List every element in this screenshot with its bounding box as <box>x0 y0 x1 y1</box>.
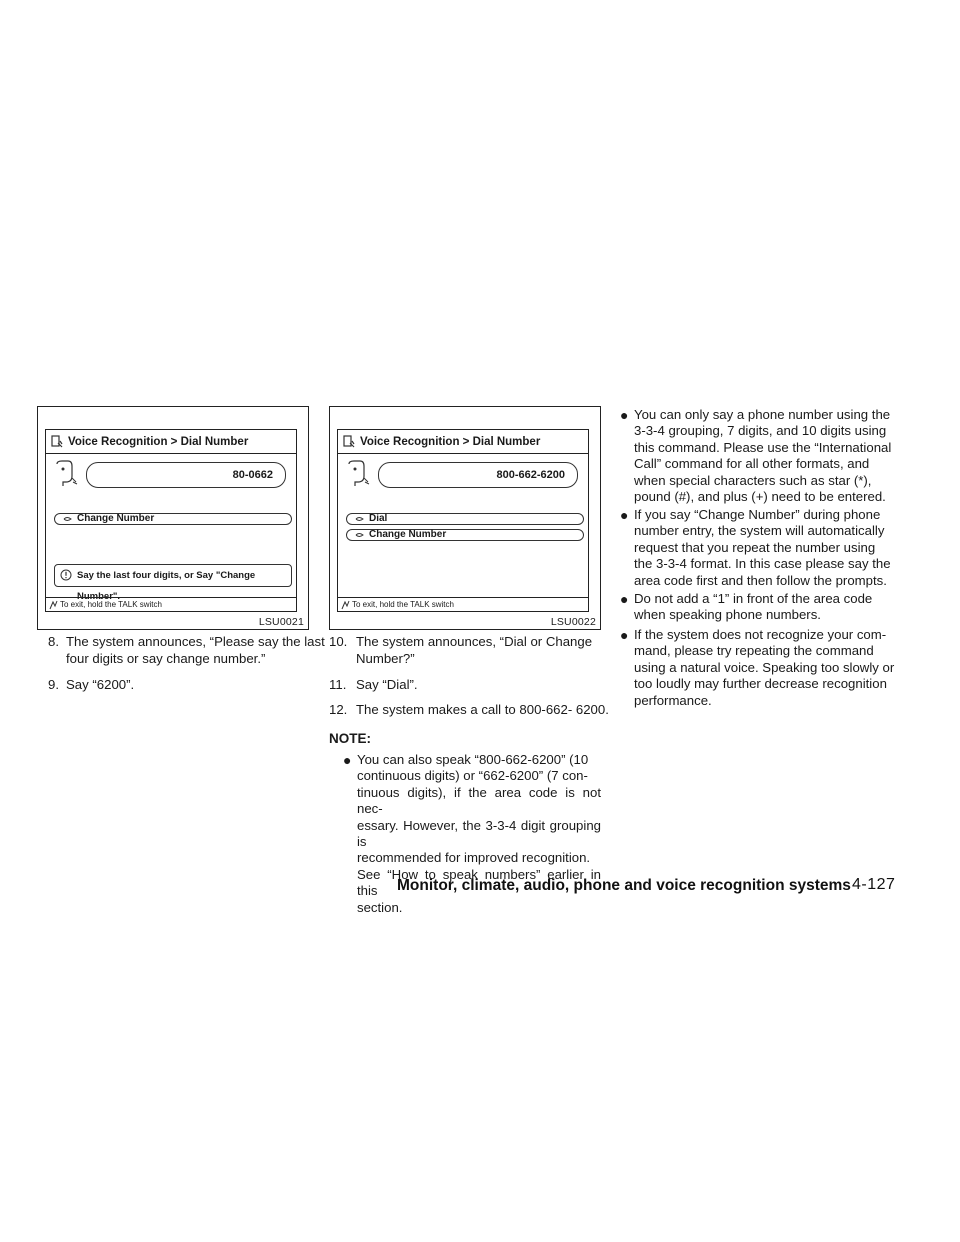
text-line: You can also speak “800-662-6200” (10 <box>357 752 589 767</box>
step-8-line-2: four digits or say change number.” <box>66 651 266 666</box>
text-line: area code first and then follow the prompts. <box>634 572 887 588</box>
option-change-number[interactable] <box>54 513 292 525</box>
info-icon <box>60 569 72 581</box>
talk-switch-icon <box>49 600 58 610</box>
text-line: performance. <box>634 692 712 708</box>
screen-footer-text: To exit, hold the TALK switch <box>352 600 454 609</box>
text-line: mand, please try repeating the command <box>634 643 874 659</box>
step-10-number: 10. <box>329 634 348 649</box>
page-number: 4-127 <box>852 876 896 893</box>
text-line: essary. However, the 3-3-4 digit grouping is <box>357 817 601 850</box>
dialed-number: 80-0662 <box>232 469 273 481</box>
figure-caption: LSU0022 <box>550 616 596 628</box>
speaking-head-icon <box>54 460 78 488</box>
speech-option-icon <box>355 532 364 539</box>
section-title: Monitor, climate, audio, phone and voice recognition systems <box>397 877 851 894</box>
step-10-line-2: Number?” <box>356 651 415 666</box>
note-bullet-3 <box>634 507 896 589</box>
figure-caption: LSU0021 <box>258 616 304 628</box>
text-line: Call” command for all other formats, and <box>634 456 870 472</box>
text-line: See “How to speak numbers” earlier in this <box>357 866 601 899</box>
text-line: If you say “Change Number” during phone <box>634 507 881 522</box>
text-line: number entry, the system will automatically <box>634 523 885 539</box>
number-bubble <box>378 462 578 488</box>
figure-lsu0022 <box>329 406 601 630</box>
text-line: If the system does not recognize your com- <box>634 627 887 642</box>
speaking-head-icon <box>346 460 370 488</box>
text-line: request that you repeat the number using <box>634 539 876 555</box>
note-bullet-4 <box>634 591 896 624</box>
step-12-number: 12. <box>329 702 348 717</box>
voice-recognition-icon <box>343 435 355 448</box>
note-bullet-2 <box>634 407 896 505</box>
text-line: this command. Please use the “International <box>634 439 892 455</box>
text-line: recommended for improved recognition. <box>357 850 591 866</box>
screen-header-text: Voice Recognition > Dial Number <box>68 436 249 448</box>
text-line: You can only say a phone number using the <box>634 407 891 422</box>
text-line: the 3-3-4 format. In this case please say the <box>634 556 891 572</box>
screen-header <box>338 430 588 454</box>
prompt-text: Say the last four digits, or Say "Change Number". <box>77 570 256 602</box>
screen-header <box>46 430 296 454</box>
step-8-line-1: The system announces, “Please say the last <box>66 634 325 649</box>
bullet-glyph: ● <box>620 407 629 423</box>
screen-dial-number-2 <box>337 429 589 612</box>
step-10-line-1: The system announces, “Dial or Change <box>356 634 593 649</box>
note-heading: NOTE: <box>329 731 371 746</box>
speech-option-icon <box>63 516 72 523</box>
prompt-box <box>54 564 292 602</box>
option-change-number-label: Change Number <box>77 513 155 524</box>
screen-footer-text: To exit, hold the TALK switch <box>60 600 162 609</box>
text-line: too loudly may further decrease recognition <box>634 676 887 692</box>
bullet-glyph: ● <box>620 627 629 643</box>
step-8-number: 8. <box>48 634 59 649</box>
bullet-glyph: ● <box>343 752 352 768</box>
step-9-text: Say “6200”. <box>66 677 135 692</box>
text-line: when special characters such as star (*), <box>634 472 872 488</box>
screen-dial-number-1 <box>45 429 297 612</box>
screen-header-text: Voice Recognition > Dial Number <box>360 436 541 448</box>
text-line: using a natural voice. Speaking too slowly or <box>634 659 895 675</box>
speech-option-icon <box>355 516 364 523</box>
text-line: 3-3-4 grouping, 7 digits, and 10 digits using <box>634 423 887 439</box>
option-change-number-label: Change Number <box>369 529 447 540</box>
bullet-glyph: ● <box>620 591 629 607</box>
text-line: when speaking phone numbers. <box>634 607 821 623</box>
voice-recognition-icon <box>51 435 63 448</box>
figure-lsu0021 <box>37 406 309 630</box>
option-change-number[interactable] <box>346 529 584 541</box>
screen-footer <box>46 597 296 611</box>
text-line: section. <box>357 899 403 915</box>
step-11-text: Say “Dial”. <box>356 677 418 692</box>
dialed-number: 800-662-6200 <box>496 469 565 481</box>
text-line: pound (#), and plus (+) need to be entered. <box>634 489 886 505</box>
text-line: continuous digits) or “662-6200” (7 con- <box>357 768 588 784</box>
bullet-glyph: ● <box>620 507 629 523</box>
option-dial[interactable] <box>346 513 584 525</box>
talk-switch-icon <box>341 600 350 610</box>
text-line: tinuous digits), if the area code is not nec- <box>357 784 601 817</box>
text-line: Do not add a “1” in front of the area code <box>634 591 873 606</box>
number-bubble <box>86 462 286 488</box>
step-9-number: 9. <box>48 677 59 692</box>
step-12-text: The system makes a call to 800-662- 6200. <box>356 702 609 717</box>
note-bullet-5 <box>634 627 896 709</box>
option-dial-label: Dial <box>369 513 388 524</box>
step-11-number: 11. <box>329 677 347 692</box>
screen-footer <box>338 597 588 611</box>
